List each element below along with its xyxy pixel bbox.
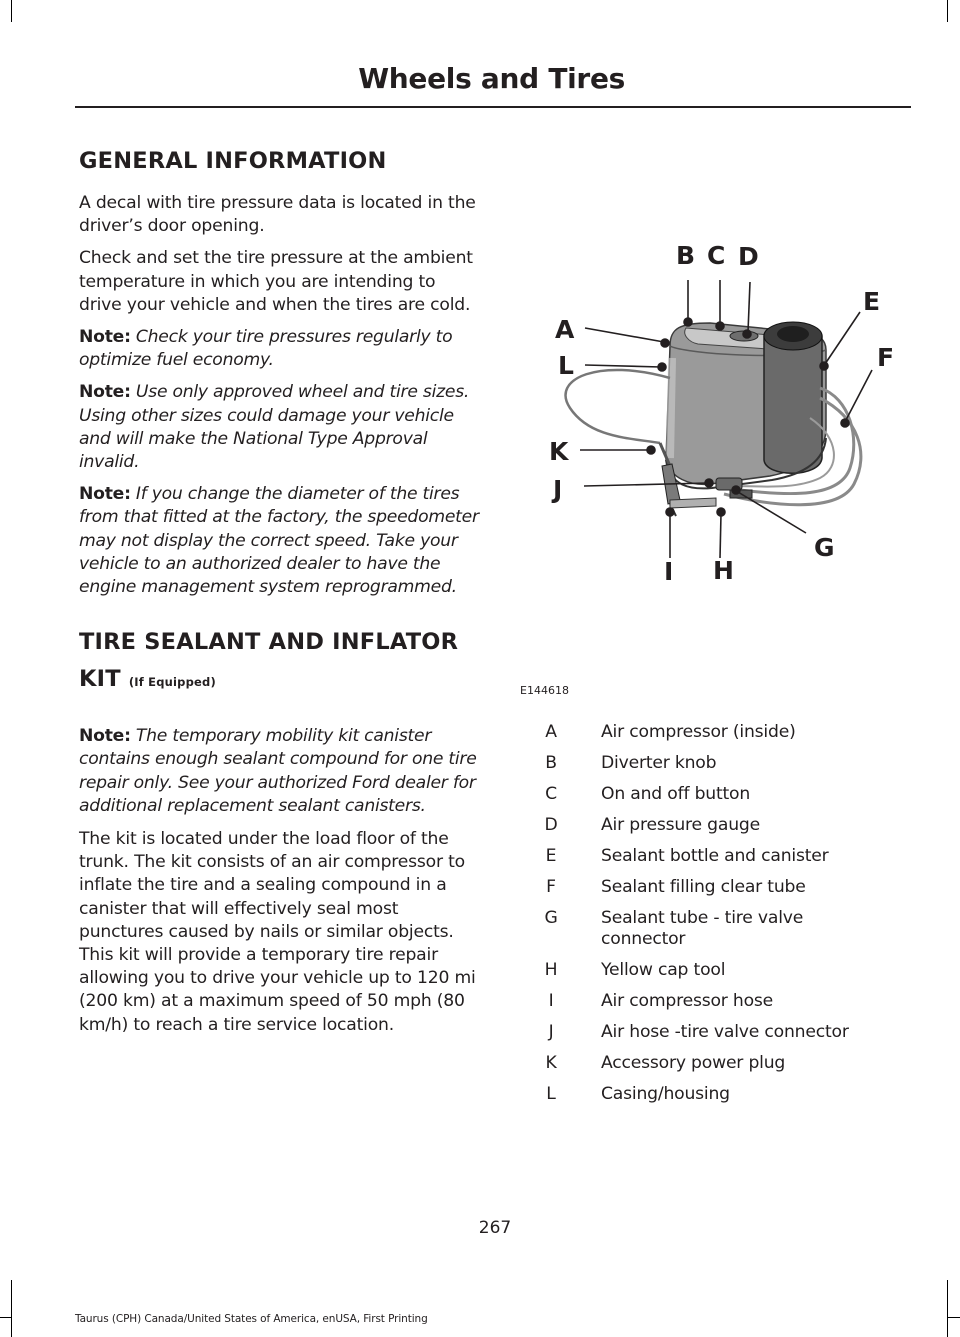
legend-key: A [545,722,557,742]
legend-key: G [544,908,558,928]
legend-text: Diverter knob [601,753,717,773]
legend-key: K [545,1053,557,1073]
legend-text: Casing/housing [601,1084,730,1104]
note-text: Use only approved wheel and tire sizes. Using other sizes could damage your vehicle and will make the National Type Approval invalid. [79,382,470,473]
callout-label-j: J [553,475,563,504]
callout-label-e: E [863,287,881,316]
note-label: Note: [79,382,131,403]
legend-key: I [548,991,554,1011]
note-approved-sizes [79,381,479,474]
callout-label-d: D [738,242,759,271]
callout-label-l: L [558,351,574,380]
crop-mark [947,0,948,22]
tire-inflator-kit-diagram [520,228,920,698]
legend-row [540,960,920,981]
legend-key: L [546,1084,556,1104]
kit-heading-line1: TIRE SEALANT AND INFLATOR [79,629,459,656]
legend-key: B [545,753,557,773]
note-label: Note: [79,484,131,505]
callout-label-i: I [664,557,674,586]
legend-row [540,753,920,774]
callout-label-k: K [549,437,569,466]
legend-key: E [545,846,557,866]
legend-text: Sealant tube - tire valve connector [601,908,804,949]
note-text: Check your tire pressures regularly to optimize fuel economy. [79,327,453,371]
kit-heading [79,627,479,701]
left-column [79,146,479,1046]
legend-text: Sealant bottle and canister [601,846,829,866]
crop-mark [947,1317,960,1318]
callout-label-a: A [555,315,575,344]
note-fuel-economy [79,326,479,372]
decal-paragraph: A decal with tire pressure data is located in the driver’s door opening. [79,193,476,237]
illustration-code: E144618 [520,684,569,697]
note-label: Note: [79,327,131,348]
legend-key: C [545,784,557,804]
kit-illustration [520,228,920,698]
kit-note [79,725,479,818]
general-information-heading: GENERAL INFORMATION [79,148,387,174]
pressure-paragraph: Check and set the tire pressure at the ambient temperature in which you are intending to drive your vehicle and when the tires are cold. [79,248,473,315]
crop-mark [11,0,12,22]
kit-description-paragraph: The kit is located under the load floor of the trunk. The kit consists of an air compressor to inflate the tire and a sealing compound in a canister that will effectively seal most punctures caused by nails or similar objects. This kit will provide a temporary tire repair allowing you to drive your vehicle up to 120 mi (200 km) at a maximum speed of 50 mph (80 km/h) to reach a tire service location. [79,829,476,1035]
callout-label-f: F [877,343,895,372]
callout-label-g: G [814,533,835,562]
page-number: 267 [478,1218,512,1238]
legend-text: Sealant filling clear tube [601,877,806,897]
header-rule [75,106,911,108]
legend-row [540,877,920,898]
legend-key: D [544,815,558,835]
legend-row [540,1084,920,1105]
legend-key: F [546,877,556,897]
legend-row [540,1022,920,1043]
note-tire-diameter [79,483,479,599]
legend-key: H [544,960,558,980]
legend-text: Air pressure gauge [601,815,760,835]
footer-edition: Taurus (CPH) Canada/United States of America, enUSA, First Printing [75,1313,428,1325]
legend-row [540,991,920,1012]
kit-heading-line2: KIT [79,666,121,693]
crop-mark [947,1280,948,1337]
page-header-title: Wheels and Tires [358,62,625,95]
legend-text: Air compressor (inside) [601,722,796,742]
legend-key: J [548,1022,554,1042]
legend-text: Accessory power plug [601,1053,786,1073]
legend-row [540,908,920,950]
legend-text: Air compressor hose [601,991,774,1011]
note-label: Note: [79,726,131,747]
legend-row [540,784,920,805]
note-text: The temporary mobility kit canister contains enough sealant compound for one tire repair only. See your authorized Ford dealer for additional replacement sealant canisters. [79,726,477,816]
legend-row [540,722,920,743]
legend-row [540,1053,920,1074]
callout-label-h: H [713,556,734,585]
legend-text: On and off button [601,784,751,804]
crop-mark [0,1317,12,1318]
component-legend [540,722,920,1115]
note-text: If you change the diameter of the tires from that fitted at the factory, the speedometer may not display the correct speed. Take your vehicle to an authorized dealer to have the engine management system reprogrammed. [79,484,479,598]
legend-text: Yellow cap tool [601,960,726,980]
crop-mark [11,1280,12,1337]
callout-label-c: C [707,241,726,270]
legend-text: Air hose -tire valve connector [601,1022,849,1042]
callout-label-b: B [676,241,696,270]
legend-row [540,815,920,836]
legend-row [540,846,920,867]
kit-heading-subtitle: (If Equipped) [128,675,216,690]
